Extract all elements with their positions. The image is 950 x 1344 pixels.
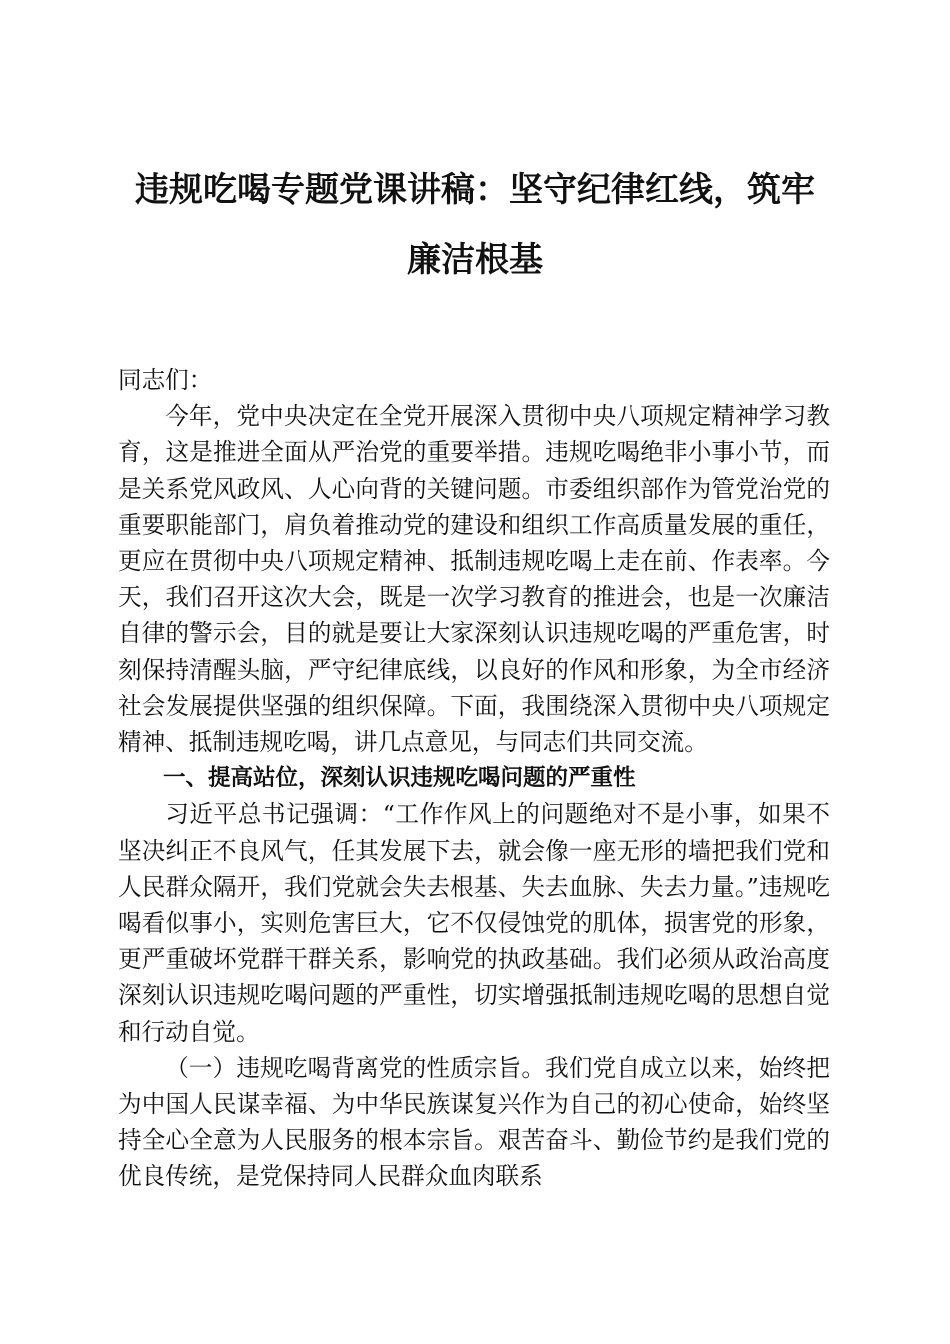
section-heading-1: 一、提高站位，深刻认识违规吃喝问题的严重性 [163, 765, 636, 792]
salutation: 同志们： [118, 366, 213, 394]
paragraph-section-1: 习近平总书记强调：“工作作风上的问题绝对不是小事，如果不坚决纠正不良风气，任其发展下去，就会像一座无形的墙把我们党和人民群众隔开，我们党就会失去根基、失去血脉、失去力量。”违规吃喝看似事小，实则危害巨大，它不仅侵蚀党的肌体，损害党的形象，更严重破坏党群干群关系，影响党的执政基础。我们必须从政治高度深刻认识违规吃喝问题的严重性，切实增强抵制违规吃喝的思想自觉和行动自觉。 [118, 800, 830, 1046]
paragraph-intro: 今年，党中央决定在全党开展深入贯彻中央八项规定精神学习教育，这是推进全面从严治党的重要举措。违规吃喝绝非小事小节，而是关系党风政风、人心向背的关键问题。市委组织部作为管党治党的重要职能部门，肩负着推动党的建设和组织工作高质量发展的重任，更应在贯彻中央八项规定精神、抵制违规吃喝上走在前、作表率。今天，我们召开这次大会，既是一次学习教育的推进会，也是一次廉洁自律的警示会，目的就是要让大家深刻认识违规吃喝的严重危害，时刻保持清醒头脑，严守纪律底线，以良好的作风和形象，为全市经济社会发展提供坚强的组织保障。下面，我围绕深入贯彻中央八项规定精神、抵制违规吃喝，讲几点意见，与同志们共同交流。 [118, 402, 830, 757]
paragraph-subsection-1: （一）违规吃喝背离党的性质宗旨。我们党自成立以来，始终把为中国人民谋幸福、为中华民族谋复兴作为自己的初心使命，始终坚持全心全意为人民服务的根本宗旨。艰苦奋斗、勤俭节约是我们党的优良传统，是党保持同人民群众血肉联系 [118, 1053, 830, 1191]
document-title-line-1: 违规吃喝专题党课讲稿：坚守纪律红线，筑牢 [135, 170, 815, 210]
document-body [118, 362, 830, 1195]
document-title-line-2: 廉洁根基 [407, 240, 543, 280]
